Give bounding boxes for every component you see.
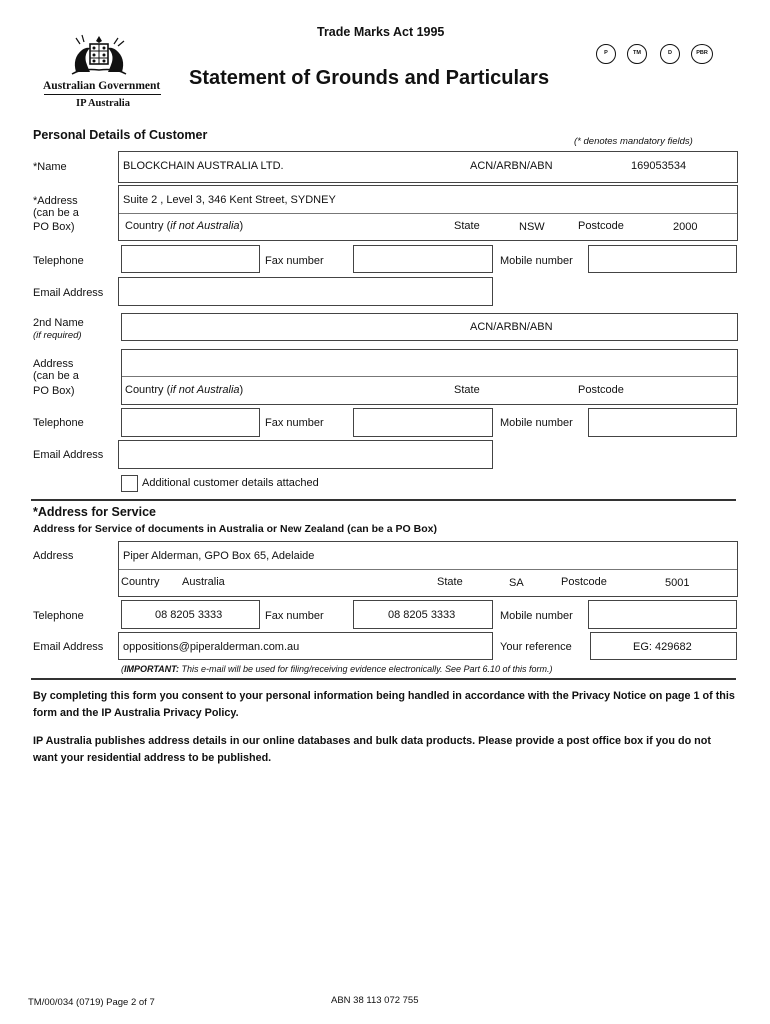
second-address-label-2: (can be a xyxy=(33,370,79,382)
second-state-label: State xyxy=(454,384,480,396)
badge-tm: TM xyxy=(627,44,647,64)
address-label-3: PO Box) xyxy=(33,221,75,233)
section-divider xyxy=(31,499,736,501)
reference-value: EG: 429682 xyxy=(633,641,692,653)
address-value: Suite 2 , Level 3, 346 Kent Street, SYDNEY xyxy=(123,194,336,206)
service-address-divider xyxy=(119,569,737,570)
email-field[interactable] xyxy=(118,277,493,306)
second-mobile-field[interactable] xyxy=(588,408,737,437)
service-postcode-value: 5001 xyxy=(665,577,690,589)
address-label-2: (can be a xyxy=(33,207,79,219)
important-note: (IMPORTANT: This e-mail will be used for filing/receiving evidence electronically. See Part 6.10 of this form.) xyxy=(121,664,553,674)
reference-field[interactable] xyxy=(590,632,737,660)
second-address-divider xyxy=(122,376,737,377)
address-divider xyxy=(119,213,737,214)
if-required-note: (if required) xyxy=(33,330,82,341)
second-mobile-label: Mobile number xyxy=(500,417,573,429)
customer-section-title: Personal Details of Customer xyxy=(33,128,208,142)
service-address-field[interactable] xyxy=(118,541,738,597)
second-email-field[interactable] xyxy=(118,440,493,469)
address-label-1: *Address xyxy=(33,195,78,207)
page-title: Statement of Grounds and Particulars xyxy=(189,67,550,89)
service-telephone-label: Telephone xyxy=(33,610,84,622)
service-subtitle: Address for Service of documents in Australia or New Zealand (can be a PO Box) xyxy=(33,523,437,535)
service-email-label: Email Address xyxy=(33,641,104,653)
coat-of-arms-icon xyxy=(66,32,132,78)
fax-label: Fax number xyxy=(265,255,324,267)
mobile-label: Mobile number xyxy=(500,255,573,267)
second-telephone-label: Telephone xyxy=(33,417,84,429)
address-field[interactable] xyxy=(118,185,738,241)
service-email-value: oppositions@piperalderman.com.au xyxy=(123,641,300,653)
second-fax-field[interactable] xyxy=(353,408,493,437)
service-section-title: *Address for Service xyxy=(33,505,156,519)
name-label: *Name xyxy=(33,161,67,173)
act-title: Trade Marks Act 1995 xyxy=(317,25,445,39)
service-fax-value: 08 8205 3333 xyxy=(388,609,456,621)
email-label: Email Address xyxy=(33,287,104,299)
form-reference: TM/00/034 (0719) Page 2 of 7 xyxy=(28,997,155,1008)
mandatory-note: (* denotes mandatory fields) xyxy=(574,136,693,147)
agency-name: IP Australia xyxy=(76,98,130,109)
service-telephone-value: 08 8205 3333 xyxy=(155,609,223,621)
service-email-field[interactable] xyxy=(118,632,493,660)
publish-notice: IP Australia publishes address details in our online databases and bulk data products. Please provide a post office box if you do not want your residential address to be published. xyxy=(33,735,711,764)
telephone-label: Telephone xyxy=(33,255,84,267)
service-address-value: Piper Alderman, GPO Box 65, Adelaide xyxy=(123,550,315,562)
country-label: Country (if not Australia) xyxy=(125,220,244,232)
postcode-value: 2000 xyxy=(673,221,698,233)
service-telephone-field[interactable] xyxy=(121,600,260,629)
badge-d: D xyxy=(660,44,680,64)
gov-divider xyxy=(44,94,161,95)
second-name-label: 2nd Name xyxy=(33,317,84,329)
acn-label: ACN/ARBN/ABN xyxy=(470,160,553,172)
privacy-notice: By completing this form you consent to your personal information being handled in accordance with the Privacy Notice on page 1 of this form and the IP Australia Privacy Policy. xyxy=(33,690,735,719)
service-fax-field[interactable] xyxy=(353,600,493,629)
mobile-field[interactable] xyxy=(588,245,737,273)
postcode-label: Postcode xyxy=(578,220,624,232)
second-postcode-label: Postcode xyxy=(578,384,624,396)
second-address-label-1: Address xyxy=(33,358,74,370)
second-telephone-field[interactable] xyxy=(121,408,260,437)
service-country-label: Country xyxy=(121,576,160,588)
second-name-field[interactable] xyxy=(121,313,738,341)
service-address-label: Address xyxy=(33,550,74,562)
second-acn-label: ACN/ARBN/ABN xyxy=(470,321,553,333)
fax-field[interactable] xyxy=(353,245,493,273)
additional-details-label: Additional customer details attached xyxy=(142,477,319,489)
notice-divider xyxy=(31,678,736,680)
service-fax-label: Fax number xyxy=(265,610,324,622)
state-label: State xyxy=(454,220,480,232)
badge-p: P xyxy=(596,44,616,64)
service-state-label: State xyxy=(437,576,463,588)
acn-value: 169053534 xyxy=(631,160,687,172)
additional-details-checkbox[interactable] xyxy=(121,475,138,492)
second-country-label: Country (if not Australia) xyxy=(125,384,244,396)
state-value: NSW xyxy=(519,221,545,233)
service-mobile-field[interactable] xyxy=(588,600,737,629)
badge-pbr: PBR xyxy=(691,44,713,64)
second-address-label-3: PO Box) xyxy=(33,385,75,397)
footer-abn: ABN 38 113 072 755 xyxy=(331,995,419,1006)
reference-label: Your reference xyxy=(500,641,572,653)
service-postcode-label: Postcode xyxy=(561,576,607,588)
telephone-field[interactable] xyxy=(121,245,260,273)
second-email-label: Email Address xyxy=(33,449,104,461)
name-field[interactable] xyxy=(118,151,738,183)
name-value: BLOCKCHAIN AUSTRALIA LTD. xyxy=(123,160,284,172)
service-country-value: Australia xyxy=(182,576,225,588)
second-fax-label: Fax number xyxy=(265,417,324,429)
second-address-field[interactable] xyxy=(121,349,738,405)
service-mobile-label: Mobile number xyxy=(500,610,573,622)
gov-name: Australian Government xyxy=(43,80,161,92)
service-state-value: SA xyxy=(509,577,524,589)
